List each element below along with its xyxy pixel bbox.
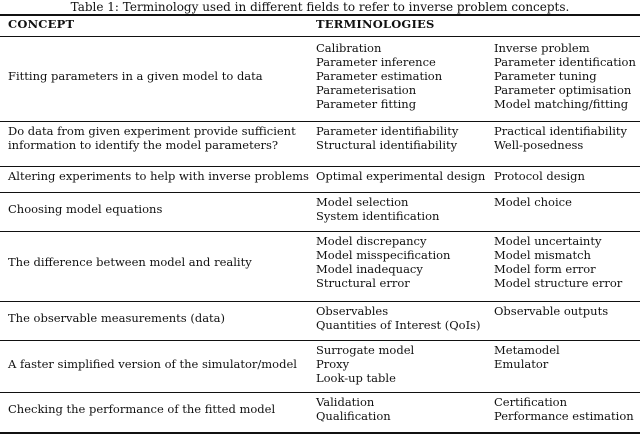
term: Structural error: [316, 276, 410, 290]
header-rule: [0, 36, 640, 37]
term: System identification: [316, 209, 440, 223]
top-rule: [0, 14, 640, 16]
term: Practical identifiability: [494, 124, 628, 138]
row-rule: [0, 340, 640, 341]
row-concept: [8, 169, 309, 183]
row-terms-left: [316, 343, 414, 385]
row-concept: [8, 402, 275, 416]
concept-line: Do data from given experiment provide sufficient: [8, 124, 296, 138]
concept-line: Fitting parameters in a given model to data: [8, 69, 263, 83]
concept-line: The difference between model and reality: [8, 255, 252, 269]
row-terms-right: [494, 195, 572, 209]
row-terms-left: [316, 41, 442, 111]
term: Model uncertainty: [494, 234, 602, 248]
row-terms-right: [494, 124, 627, 152]
term: Model inadequacy: [316, 262, 423, 276]
concept-line: information to identify the model parameters?: [8, 138, 279, 152]
row-terms-left: [316, 195, 439, 223]
row-concept: [8, 255, 252, 269]
row-rule: [0, 192, 640, 193]
term: Certification: [494, 395, 567, 409]
concept-line: Choosing model equations: [8, 202, 163, 216]
term: Performance estimation: [494, 409, 634, 423]
row-terms-left: [316, 169, 485, 183]
term: Model selection: [316, 195, 409, 209]
term: Surrogate model: [316, 343, 415, 357]
row-concept: [8, 311, 225, 325]
term: Model form error: [494, 262, 596, 276]
term: Model mismatch: [494, 248, 591, 262]
term: Emulator: [494, 357, 549, 371]
concept-line: Checking the performance of the fitted model: [8, 402, 276, 416]
term: Model discrepancy: [316, 234, 427, 248]
term: Parameter identification: [494, 55, 636, 69]
row-rule: [0, 301, 640, 302]
term: Parameter fitting: [316, 97, 417, 111]
term: Model misspecification: [316, 248, 451, 262]
term: Parameter tuning: [494, 69, 597, 83]
concept-line: Altering experiments to help with inverse problems: [8, 169, 309, 183]
term: Observable outputs: [494, 304, 609, 318]
term: Model choice: [494, 195, 572, 209]
concept-line: A faster simplified version of the simulator/model: [8, 357, 297, 371]
term: Optimal experimental design: [316, 169, 486, 183]
row-terms-right: [494, 234, 622, 290]
row-terms-left: [316, 304, 481, 332]
term: Parameter optimisation: [494, 83, 632, 97]
row-terms-right: [494, 304, 608, 318]
term: Model matching/fitting: [494, 97, 629, 111]
row-terms-right: [494, 169, 585, 183]
term: Observables: [316, 304, 389, 318]
row-rule: [0, 231, 640, 232]
bottom-rule: [0, 432, 640, 434]
term: Metamodel: [494, 343, 560, 357]
term: Well-posedness: [494, 138, 584, 152]
term: Parameter estimation: [316, 69, 443, 83]
term: Validation: [316, 395, 375, 409]
term: Quantities of Interest (QoIs): [316, 318, 481, 332]
table-caption: Table 1: Terminology used in different fields to refer to inverse problem concepts.: [70, 0, 570, 14]
row-rule: [0, 121, 640, 122]
row-terms-left: [316, 234, 450, 290]
row-concept: [8, 124, 296, 152]
row-terms-right: [494, 395, 634, 423]
row-rule: [0, 392, 640, 393]
row-terms-left: [316, 124, 458, 152]
row-terms-right: [494, 343, 560, 371]
term: Proxy: [316, 357, 350, 371]
header-terminologies: TERMINOLOGIES: [316, 17, 435, 31]
term: Inverse problem: [494, 41, 590, 55]
row-terms-right: [494, 41, 636, 111]
header-concept: CONCEPT: [8, 17, 75, 31]
row-concept: [8, 357, 297, 371]
term: Qualification: [316, 409, 391, 423]
concept-line: The observable measurements (data): [8, 311, 226, 325]
term: Model structure error: [494, 276, 623, 290]
row-concept: [8, 202, 162, 216]
term: Calibration: [316, 41, 382, 55]
term: Protocol design: [494, 169, 585, 183]
term: Parameter identifiability: [316, 124, 459, 138]
term: Structural identifiability: [316, 138, 458, 152]
row-terms-left: [316, 395, 391, 423]
row-rule: [0, 166, 640, 167]
term: Parameter inference: [316, 55, 436, 69]
term: Look-up table: [316, 371, 396, 385]
term: Parameterisation: [316, 83, 417, 97]
row-concept: [8, 69, 263, 83]
